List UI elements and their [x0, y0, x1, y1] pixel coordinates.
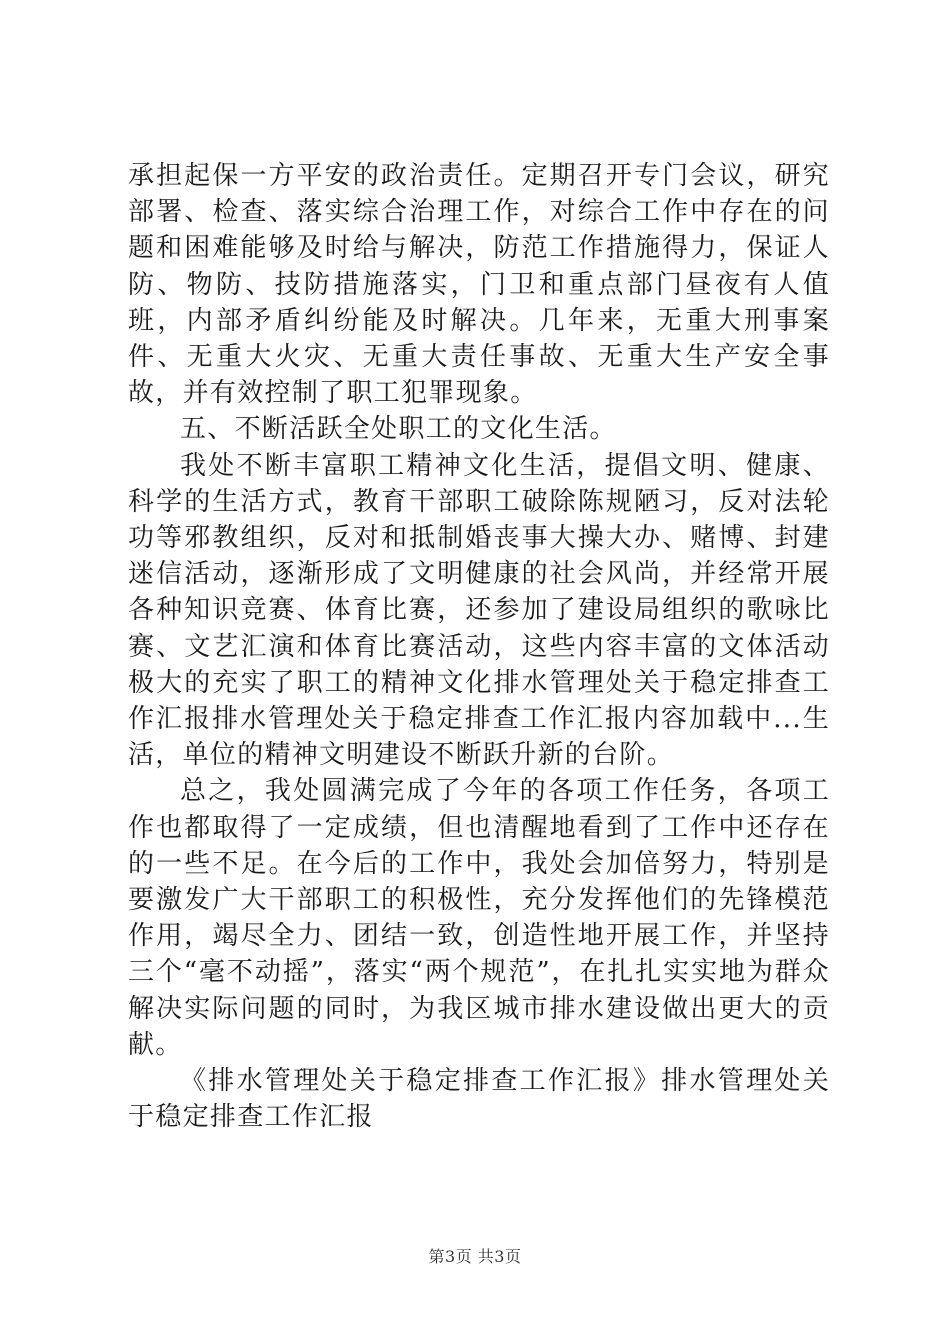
paragraph-title-reference: 《排水管理处关于稳定排查工作汇报》排水管理处关于稳定排查工作汇报 [128, 1066, 830, 1133]
document-body [128, 158, 830, 1135]
section-heading-culture: 五、不断活跃全处职工的文化生活。 [180, 414, 617, 445]
paragraph-cultural-life: 我处不断丰富职工精神文化生活，提倡文明、健康、科学的生活方式，教育干部职工破除陈规陋习，反对法轮功等邪教组织，反对和抵制婚丧事大操大办、赌博、封建迷信活动，逐渐形成了文明健康的社会风尚，并经常开展各种知识竞赛、体育比赛，还参加了建设局组织的歌咏比赛、文艺汇演和体育比赛活动，这些内容丰富的文体活动极大的充实了职工的精神文化排水管理处关于稳定排查工作汇报排水管理处关于稳定排查工作汇报内容加载中...生活，单位的精神文明建设不断跃升新的台阶。 [128, 450, 830, 771]
paragraph-security-responsibility: 承担起保一方平安的政治责任。定期召开专门会议，研究部署、检查、落实综合治理工作，对综合工作中存在的问题和困难能够及时给与解决，防范工作措施得力，保证人防、物防、技防措施落实，门卫和重点部门昼夜有人值班，内部矛盾纠纷能及时解决。几年来，无重大刑事案件、无重大火灾、无重大责任事故、无重大生产安全事故，并有效控制了职工犯罪现象。 [128, 161, 830, 409]
page-footer: 第3页 共3页 [428, 1247, 522, 1266]
paragraph-summary: 总之，我处圆满完成了今年的各项工作任务，各项工作也都取得了一定成绩，但也清醒地看到了工作中还存在的一些不足。在今后的工作中，我处会加倍努力，特别是要激发广大干部职工的积极性，充分发挥他们的先锋模范作用，竭尽全力、团结一致，创造性地开展工作，并坚持三个“毫不动摇”，落实“两个规范”，在扎扎实实地为群众解决实际问题的同时，为我区城市排水建设做出更大的贡献。 [128, 776, 830, 1060]
